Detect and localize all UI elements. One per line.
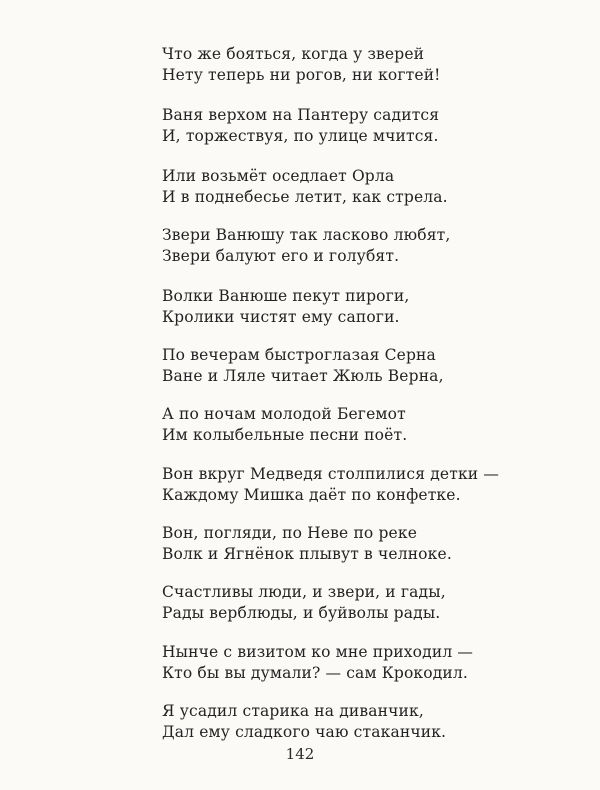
poem-line: И, торжествуя, по улице мчится. xyxy=(162,127,439,145)
poem-line: Волки Ванюше пекут пироги, xyxy=(162,287,410,305)
poem-line: Ване и Ляле читает Жюль Верна, xyxy=(162,367,444,385)
poem-line: По вечерам быстроглазая Серна xyxy=(162,346,436,364)
stanza xyxy=(162,523,452,565)
poem-line: Кролики чистят ему сапоги. xyxy=(162,308,400,326)
poem-line: Дал ему сладкого чаю стаканчик. xyxy=(162,723,447,741)
poem-line: Звери Ванюшу так ласково любят, xyxy=(162,226,451,244)
poem-line: И в поднебесье летит, как стрела. xyxy=(162,188,448,206)
poem-line: Рады верблюды, и буйволы рады. xyxy=(162,604,441,622)
poem-line: Счастливы люди, и звери, и гады, xyxy=(162,583,446,601)
stanza xyxy=(162,345,444,387)
stanza xyxy=(162,464,499,506)
poem-line: Вон, погляди, по Неве по реке xyxy=(162,524,418,542)
poem-line: Или возьмёт оседлает Орла xyxy=(162,167,395,185)
poem-line: Вон вкруг Медведя столпилися детки — xyxy=(162,465,500,483)
stanza xyxy=(162,225,450,267)
poem-line: Что же бояться, когда у зверей xyxy=(162,45,425,63)
stanza xyxy=(162,105,439,147)
poem-line: Кто бы вы думали? — сам Крокодил. xyxy=(162,664,468,682)
stanza xyxy=(162,166,448,208)
poem-line: Звери балуют его и голубят. xyxy=(162,247,400,265)
poem-line: Ваня верхом на Пантеру садится xyxy=(162,106,440,124)
page-number: 142 xyxy=(285,745,315,763)
poem-line: Нету теперь ни рогов, ни когтей! xyxy=(162,66,441,84)
stanza xyxy=(162,582,446,624)
stanza xyxy=(162,642,473,684)
stanza xyxy=(162,44,441,86)
poem-line: Я усадил старика на диванчик, xyxy=(162,702,424,720)
poem-line: Волк и Ягнёнок плывут в челноке. xyxy=(162,545,452,563)
stanza xyxy=(162,404,407,446)
stanza xyxy=(162,286,410,328)
poem-line: Нынче с визитом ко мне приходил — xyxy=(162,643,474,661)
poem-line: А по ночам молодой Бегемот xyxy=(162,405,406,423)
poem-line: Им колыбельные песни поёт. xyxy=(162,426,408,444)
poem-line: Каждому Мишка даёт по конфетке. xyxy=(162,486,461,504)
stanza xyxy=(162,701,446,743)
